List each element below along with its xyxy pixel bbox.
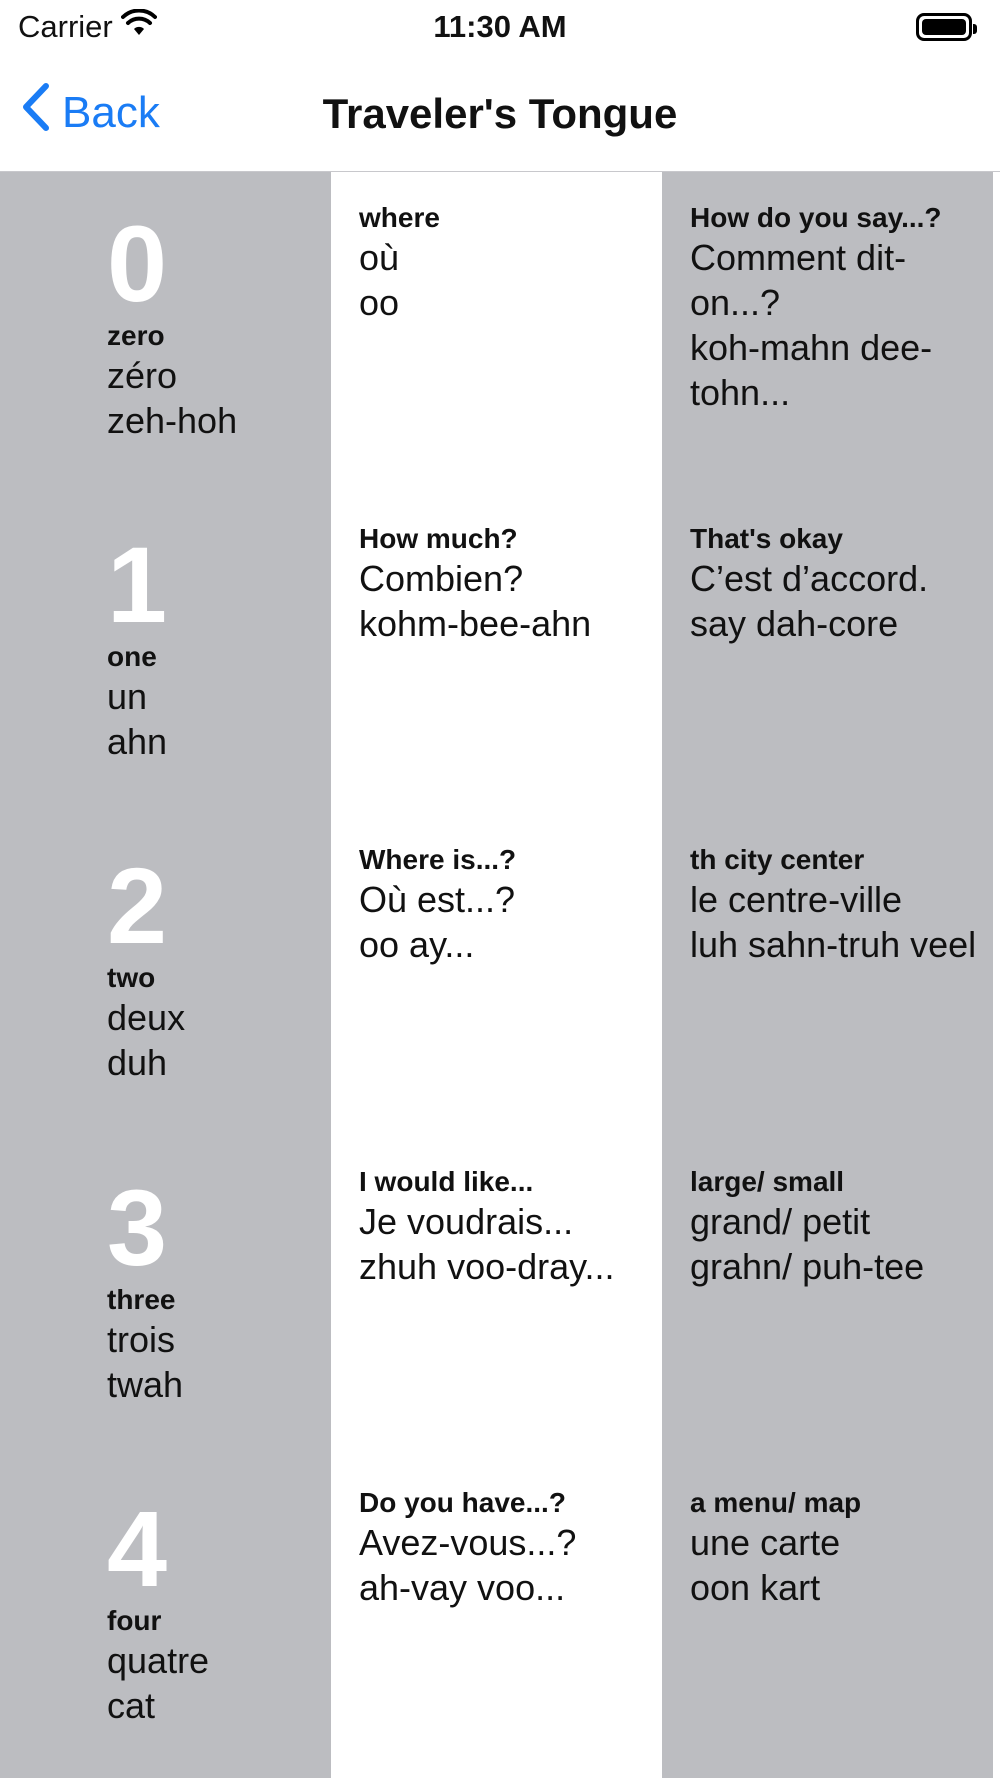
phrase-english: large/ small (690, 1165, 845, 1197)
phrase-pronunciation: ah-vay voo... (359, 1566, 566, 1608)
status-bar (0, 0, 1000, 54)
phrase-english: I would like... (359, 1165, 534, 1197)
phrase-english: Where is...? (359, 844, 517, 876)
phrase-card[interactable] (331, 814, 662, 1135)
phrase-english: How do you say...? (690, 202, 942, 233)
number-card[interactable] (0, 172, 331, 493)
back-button[interactable] (20, 82, 160, 143)
number-pronunciation: duh (107, 1042, 168, 1084)
phrase-french: Combien? (359, 558, 524, 600)
phrases-column-1 (331, 172, 662, 1778)
phrase-french: Avez-vous...? (359, 1521, 577, 1563)
wifi-icon (121, 9, 157, 45)
phrase-pronunciation: luh sahn-truh veel (690, 924, 977, 966)
phrase-card[interactable] (331, 1457, 662, 1778)
right-edge (993, 172, 1000, 1778)
phrase-grid (0, 172, 1000, 1778)
status-left (18, 9, 157, 45)
phrase-english: th city center (690, 844, 865, 876)
phrase-card[interactable] (331, 172, 662, 493)
phrase-french: C’est d’accord. (690, 558, 929, 600)
phrase-english: a menu/ map (690, 1486, 862, 1518)
phrase-card[interactable] (331, 493, 662, 814)
number-digit: 1 (107, 524, 168, 646)
phrase-card[interactable] (331, 1136, 662, 1457)
phrase-french: Où est...? (359, 879, 516, 921)
phrases-column-2 (662, 172, 993, 1778)
phrase-pronunciation: say dah-core (690, 603, 899, 645)
phrase-card[interactable] (662, 1457, 993, 1778)
phrase-english: where (359, 202, 440, 233)
page-title: Traveler's Tongue (322, 90, 678, 137)
number-french: trois (107, 1318, 176, 1360)
phrase-pronunciation: koh-mahn dee-tohn... (690, 327, 933, 413)
phrase-pronunciation: oo ay... (359, 924, 475, 966)
status-time: 11:30 AM (433, 9, 567, 44)
number-card[interactable] (0, 493, 331, 814)
chevron-left-icon (20, 82, 50, 143)
number-french: deux (107, 997, 186, 1039)
number-english: zero (107, 320, 165, 351)
number-english: one (107, 641, 157, 673)
phrase-english: Do you have...? (359, 1486, 566, 1518)
phrase-pronunciation: oo (359, 282, 400, 323)
phrase-french: Comment dit-on...? (690, 237, 907, 323)
number-digit: 0 (107, 203, 168, 324)
number-pronunciation: zeh-hoh (107, 400, 238, 441)
number-pronunciation: twah (107, 1363, 184, 1405)
phrase-pronunciation: kohm-bee-ahn (359, 603, 592, 645)
number-french: un (107, 676, 148, 718)
number-english: three (107, 1283, 176, 1315)
phrase-english: That's okay (690, 523, 843, 555)
navigation-bar (0, 54, 1000, 172)
number-digit: 3 (107, 1166, 168, 1288)
carrier-label: Carrier (18, 9, 113, 44)
number-english: four (107, 1604, 162, 1636)
number-french: zéro (107, 355, 178, 396)
phrase-card[interactable] (662, 814, 993, 1135)
number-french: quatre (107, 1639, 210, 1681)
number-card[interactable] (0, 1136, 331, 1457)
number-english: two (107, 962, 156, 994)
phrase-french: Je voudrais... (359, 1200, 574, 1242)
phrase-english: How much? (359, 523, 518, 555)
number-digit: 4 (107, 1487, 168, 1609)
number-card[interactable] (0, 1457, 331, 1778)
number-digit: 2 (107, 845, 168, 967)
number-card[interactable] (0, 814, 331, 1135)
numbers-column (0, 172, 331, 1778)
phrase-pronunciation: grahn/ puh-tee (690, 1245, 925, 1287)
phrase-french: une carte (690, 1521, 841, 1563)
phrase-french: où (359, 237, 400, 278)
phrase-french: le centre-ville (690, 879, 903, 921)
back-label: Back (62, 87, 160, 137)
phrase-french: grand/ petit (690, 1200, 871, 1242)
phrase-card[interactable] (662, 172, 993, 493)
battery-icon (916, 13, 972, 41)
phrase-pronunciation: oon kart (690, 1566, 821, 1608)
number-pronunciation: cat (107, 1684, 156, 1726)
phrase-card[interactable] (662, 493, 993, 814)
number-pronunciation: ahn (107, 721, 168, 763)
phrase-pronunciation: zhuh voo-dray... (359, 1245, 615, 1287)
phrase-card[interactable] (662, 1136, 993, 1457)
